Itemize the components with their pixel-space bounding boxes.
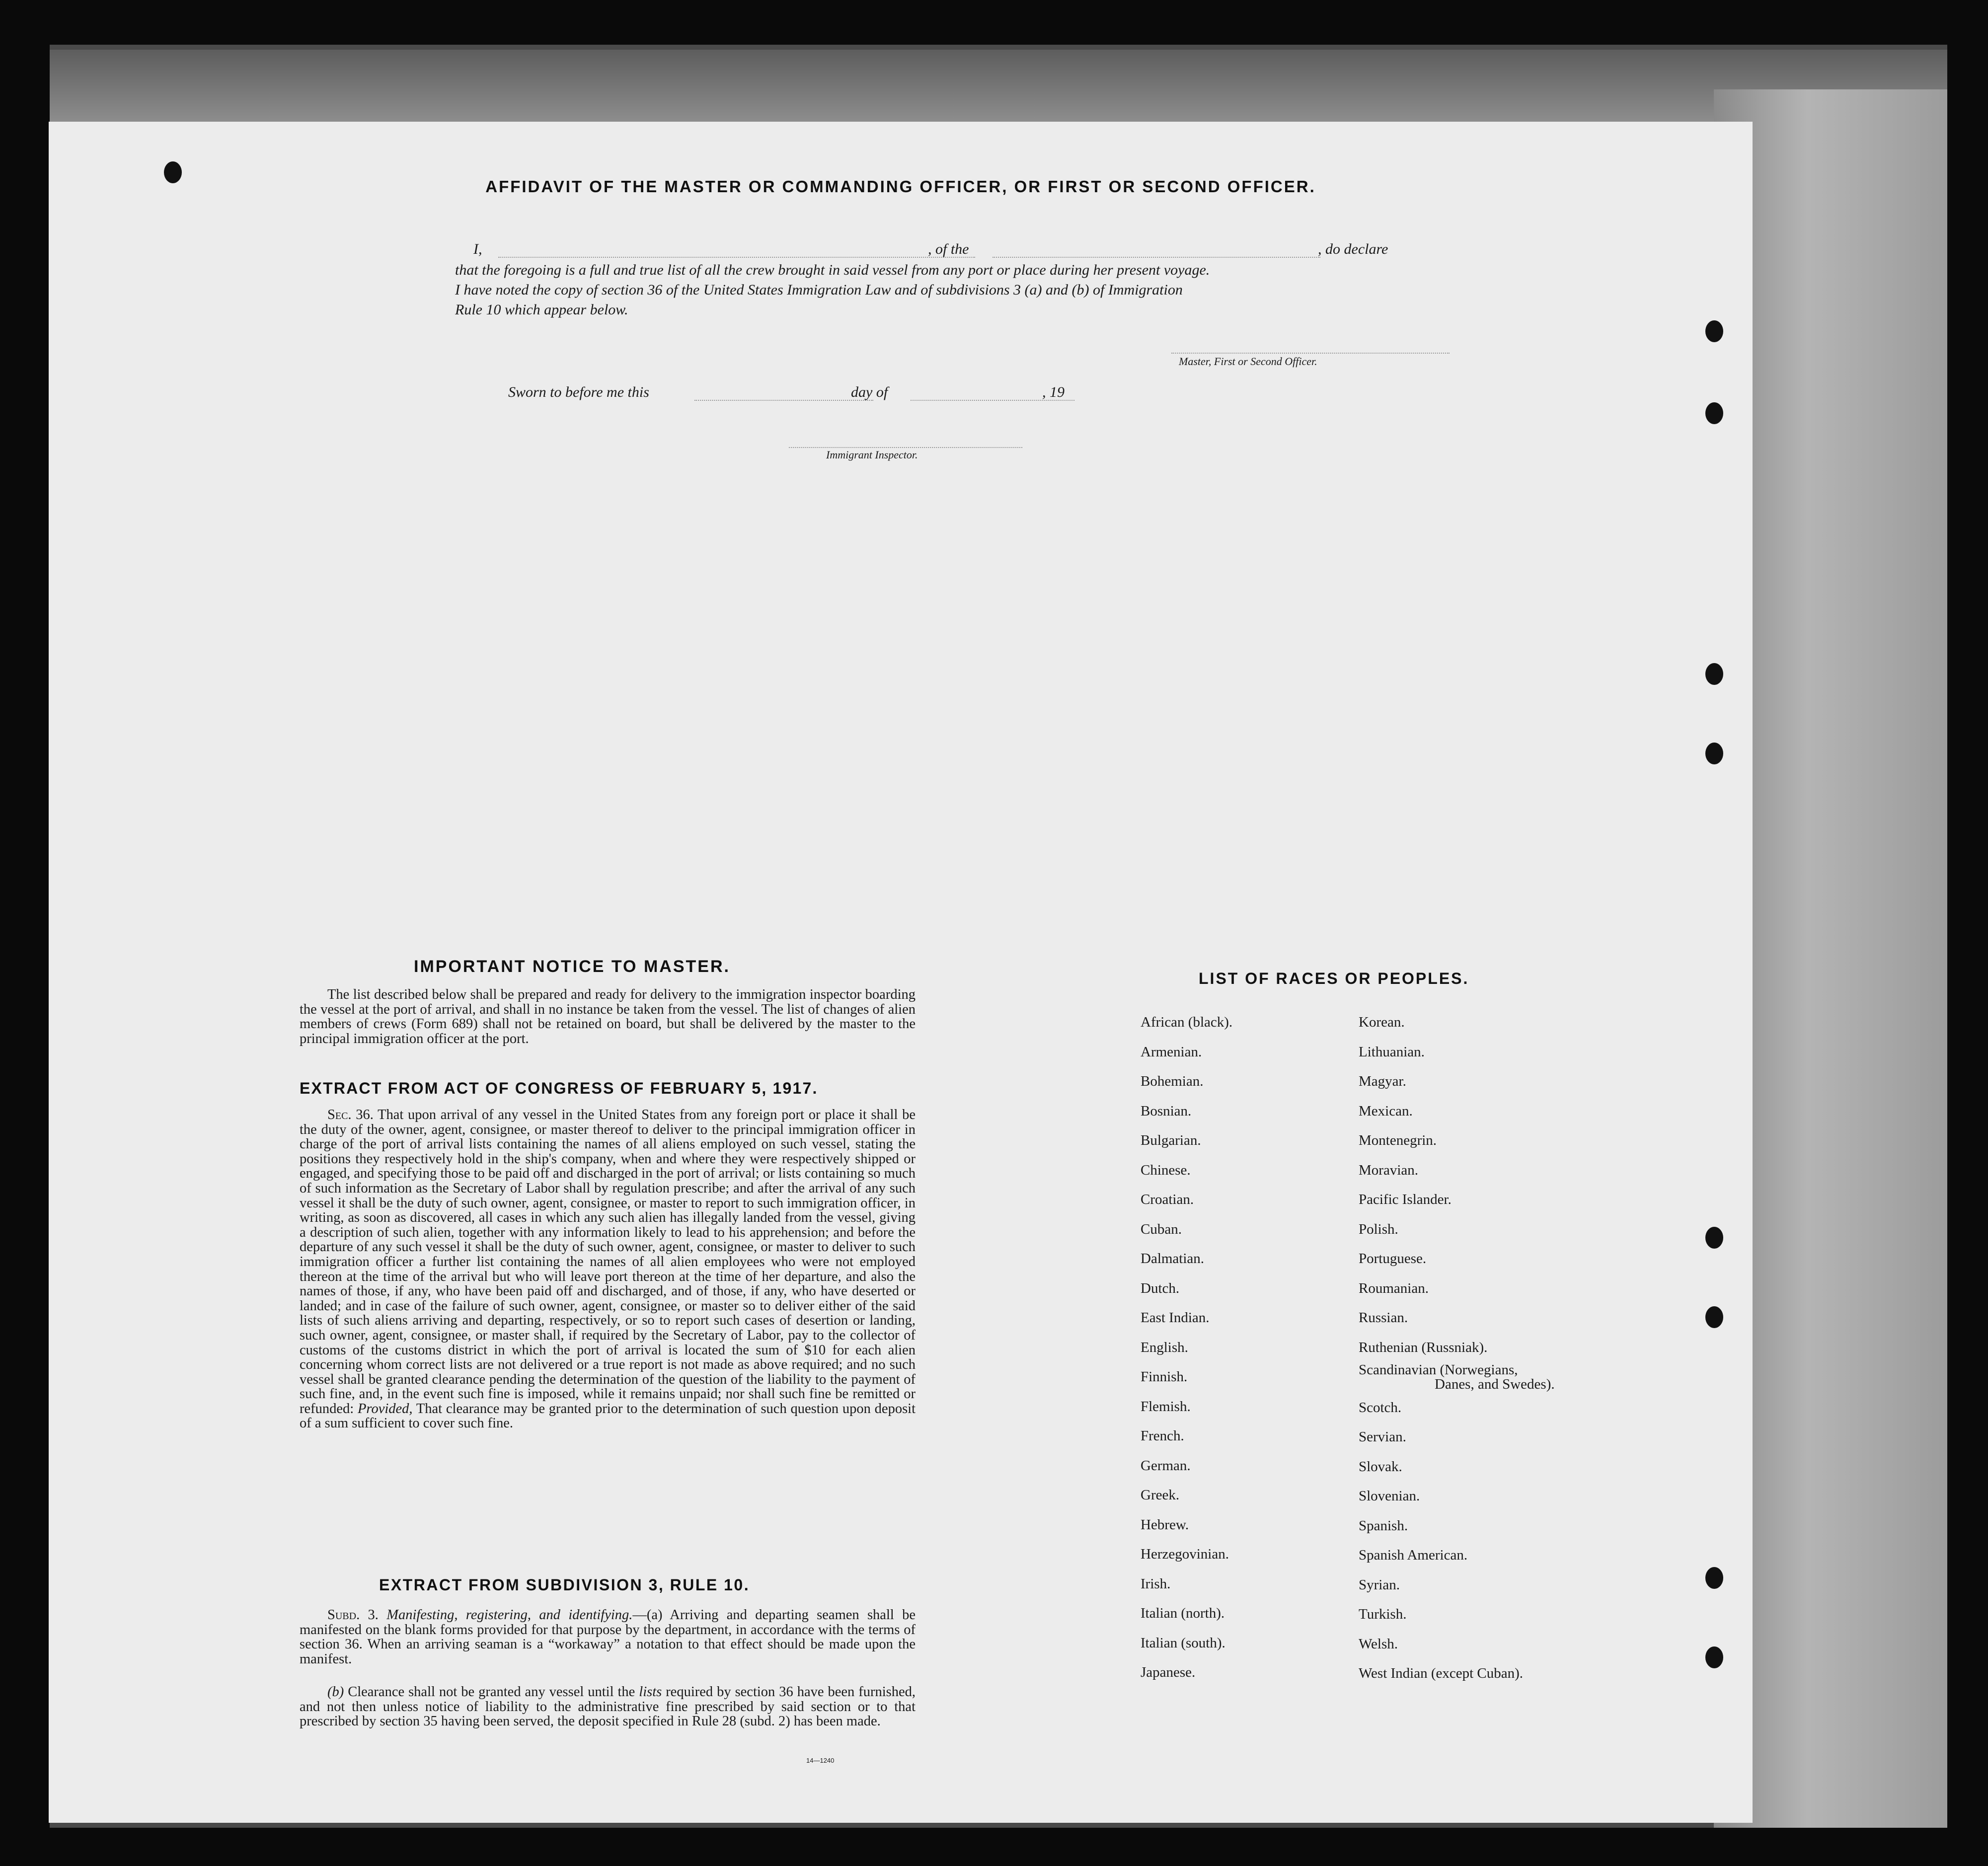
subd-a-text: —(a) Arriving and departing seamen shall be manifested on the blank forms provided for that purpose by the department, in accordance with the terms of section 36. When an arriving seaman is a “workaway” a notation to that effect should be made upon the manifest. xyxy=(300,1607,916,1667)
signature-line xyxy=(1171,353,1450,354)
punch-hole xyxy=(1705,1227,1723,1249)
race-item: Chinese. xyxy=(1141,1162,1191,1178)
race-item: Cuban. xyxy=(1141,1221,1182,1237)
inspector-label: Immigrant Inspector. xyxy=(826,448,918,461)
race-item: Slovak. xyxy=(1359,1458,1402,1475)
race-item: Scandinavian (Norwegians, xyxy=(1359,1362,1518,1378)
punch-hole xyxy=(1705,402,1723,424)
sworn-day-of: day of xyxy=(851,384,888,400)
race-item: Polish. xyxy=(1359,1221,1398,1237)
affidavit-of-the: , of the xyxy=(928,241,969,257)
race-item: Japanese. xyxy=(1141,1664,1196,1680)
race-item: Moravian. xyxy=(1359,1162,1418,1178)
race-item: Dutch. xyxy=(1141,1280,1180,1296)
rule-subd-a xyxy=(300,1608,916,1666)
rule-subd-b xyxy=(300,1685,916,1729)
subd-b-text-2: required by section 36 have been furnished, and not then unless notice of liability to the administrative fine prescribed by said section or to that prescribed by section 35 having been served, the deposit specified in Rule 28 (subd. 2) has been made. xyxy=(300,1684,916,1729)
subd-b-text-1: Clearance shall not be granted any vessel until the xyxy=(348,1684,635,1700)
race-item: Slovenian. xyxy=(1359,1488,1420,1504)
sworn-prefix: Sworn to before me this xyxy=(508,384,649,400)
subd-b-label: (b) xyxy=(327,1684,344,1700)
affidavit-line-2: that the foregoing is a full and true list of all the crew brought in said vessel from any port or place during her present voyage. xyxy=(455,262,1210,278)
section-text: That upon arrival of any vessel in the United States from any foreign port or place it shall be the duty of the owner, agent, consignee, or master thereof to deliver to the principal immigration officer in charge of the port of arrival lists containing the names of all aliens employed on such vessel, stating the positions they respectively hold in the ship's company, when and where they were respectively shipped or engaged, and specifying those to be paid off and discharged in the port of arrival; or lists containing so much of such information as the Secretary of Labor shall by regulation prescribe; and after the arrival of any such vessel it shall be the duty of such owner, agent, consignee, or master to report to such immigration officer, in writing, as soon as discovered, all cases in which any such alien has illegally landed from the vessel, giving a description of such alien, together with any information likely to lead to his apprehension; and before the departure of any such vessel it shall be the duty of such owner, agent, consignee, or master to deliver to such immigration officer a further list containing the names of all alien employees who were not employed thereon at the time of the arrival but who will leave port thereon at the time of her departure, and also the names of those, if any, who have been paid off and discharged, and of those, if any, who have deserted or landed; and in case of the failure of such owner, agent, consignee, or master so to deliver either of the said lists of such aliens arriving and departing, respectively, or so to report such cases of desertion or landing, such owner, agent, consignee, or master shall, if required by the Secretary of Labor, pay to the collector of customs of the customs district in which the port of arrival is located the sum of $10 for each alien concerning whom correct lists are not delivered or a true report is not made as above required; and no such vessel shall be granted clearance pending the determination of the question of the liability to the payment of such fine, and, in the event such fine is imposed, while it remains unpaid; nor shall such fine be remitted or refunded: xyxy=(300,1107,916,1417)
race-item: Finnish. xyxy=(1141,1369,1188,1385)
subd-label: Subd. 3. xyxy=(327,1607,379,1623)
race-item: Italian (south). xyxy=(1141,1635,1225,1651)
sworn-year: , 19 xyxy=(1042,384,1065,400)
affidavit-declare: , do declare xyxy=(1318,241,1388,257)
race-item: English. xyxy=(1141,1339,1188,1355)
affidavit-line-4: Rule 10 which appear below. xyxy=(455,301,628,318)
race-item: Bohemian. xyxy=(1141,1073,1204,1089)
proviso-text: That clearance may be granted prior to the determination of such question upon deposit of a sum sufficient to cover such fine. xyxy=(300,1401,916,1431)
act-extract-text xyxy=(300,1108,916,1431)
signature-label: Master, First or Second Officer. xyxy=(1179,355,1317,368)
punch-hole xyxy=(1705,663,1723,685)
race-item: Lithuanian. xyxy=(1359,1044,1425,1060)
race-item: Korean. xyxy=(1359,1014,1405,1030)
top-page-edge xyxy=(50,50,1947,124)
act-extract-title: EXTRACT FROM ACT OF CONGRESS OF FEBRUARY 5, 1917. xyxy=(300,1079,818,1097)
race-item-continuation: Danes, and Swedes). xyxy=(1435,1376,1555,1392)
punch-hole xyxy=(1705,1646,1723,1668)
punch-hole xyxy=(1705,743,1723,764)
race-item: Magyar. xyxy=(1359,1073,1406,1089)
form-code: 14—1240 xyxy=(806,1757,835,1764)
race-item: Croatian. xyxy=(1141,1192,1194,1207)
subd-b-lists: lists xyxy=(639,1684,662,1700)
race-item: Syrian. xyxy=(1359,1576,1400,1593)
punch-hole xyxy=(1705,1306,1723,1328)
race-item: Montenegrin. xyxy=(1359,1132,1437,1148)
inspector-line xyxy=(789,447,1022,448)
race-item: Spanish. xyxy=(1359,1517,1408,1534)
race-item: Herzegovinian. xyxy=(1141,1546,1229,1562)
race-item: East Indian. xyxy=(1141,1310,1210,1326)
race-item: Welsh. xyxy=(1359,1636,1398,1652)
race-item: Scotch. xyxy=(1359,1399,1402,1416)
notice-text: The list described below shall be prepared and ready for delivery to the immigration inspector boarding the vessel at the port of arrival, and shall in no instance be taken from the vessel. The list of changes of alien members of crews (Form 689) shall not be retained on board, but shall be delivered by the master to the principal immigration officer at the port. xyxy=(300,987,916,1046)
race-item: Dalmatian. xyxy=(1141,1251,1205,1267)
races-title: LIST OF RACES OR PEOPLES. xyxy=(1199,970,1469,987)
affidavit-title: AFFIDAVIT OF THE MASTER OR COMMANDING OFFICER, OR FIRST OR SECOND OFFICER. xyxy=(485,177,1316,196)
punch-hole xyxy=(1705,320,1723,342)
section-label: Sec. 36. xyxy=(327,1107,374,1122)
race-item: Hebrew. xyxy=(1141,1516,1189,1533)
race-item: French. xyxy=(1141,1428,1184,1444)
race-item: German. xyxy=(1141,1457,1191,1474)
punch-hole xyxy=(1705,1567,1723,1589)
race-item: Mexican. xyxy=(1359,1103,1413,1119)
form-page xyxy=(49,122,1753,1823)
race-item: African (black). xyxy=(1141,1014,1233,1030)
race-item: Russian. xyxy=(1359,1310,1408,1326)
race-item: Bosnian. xyxy=(1141,1103,1192,1119)
race-item: Portuguese. xyxy=(1359,1251,1427,1267)
race-item: Armenian. xyxy=(1141,1044,1202,1060)
notice-title: IMPORTANT NOTICE TO MASTER. xyxy=(414,957,730,976)
race-item: Italian (north). xyxy=(1141,1605,1225,1621)
proviso-label: Provided, xyxy=(358,1401,413,1417)
subd-heading: Manifesting, registering, and identifying. xyxy=(386,1607,633,1623)
race-item: West Indian (except Cuban). xyxy=(1359,1665,1524,1681)
race-item: Flemish. xyxy=(1141,1398,1191,1415)
affidavit-i: I, xyxy=(473,241,482,257)
master-name-line xyxy=(498,257,975,258)
sworn-day-line xyxy=(694,400,873,401)
race-item: Greek. xyxy=(1141,1487,1180,1503)
race-item: Roumanian. xyxy=(1359,1280,1429,1296)
race-item: Ruthenian (Russniak). xyxy=(1359,1339,1488,1355)
rule-extract-title: EXTRACT FROM SUBDIVISION 3, RULE 10. xyxy=(379,1576,750,1594)
race-item: Spanish American. xyxy=(1359,1547,1468,1563)
affidavit-line-3: I have noted the copy of section 36 of the United States Immigration Law and of subdivisions 3 (a) and (b) of Immigration xyxy=(455,282,1183,298)
race-item: Pacific Islander. xyxy=(1359,1192,1452,1207)
race-item: Irish. xyxy=(1141,1575,1171,1592)
race-item: Servian. xyxy=(1359,1429,1406,1445)
vessel-name-line xyxy=(993,257,1320,258)
race-item: Turkish. xyxy=(1359,1606,1407,1622)
race-item: Bulgarian. xyxy=(1141,1132,1201,1148)
